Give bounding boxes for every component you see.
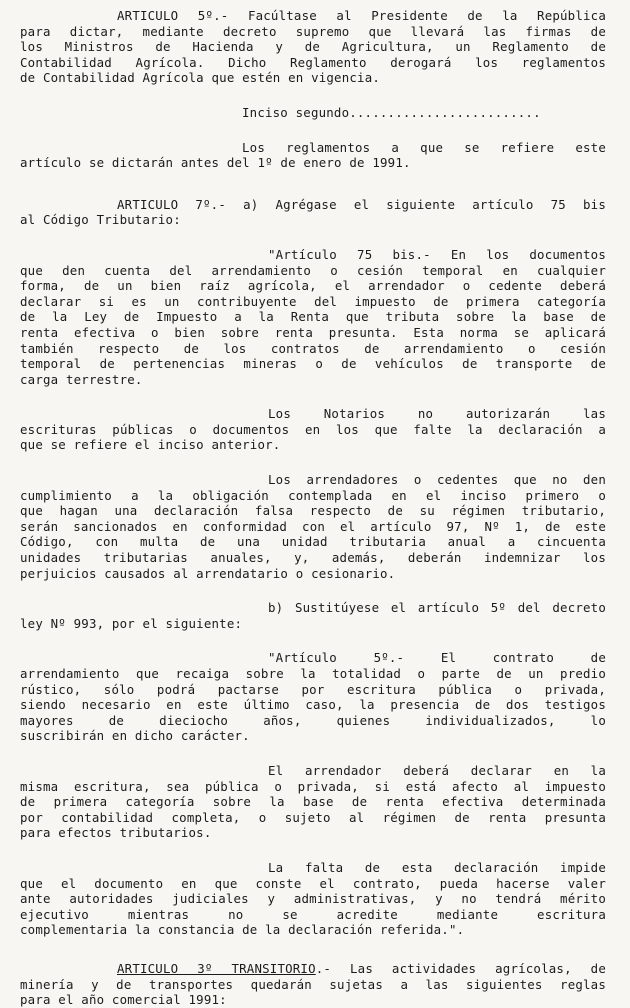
text-line: complementaria la constancia de la declaración referida.". xyxy=(20,922,465,938)
spacer xyxy=(20,631,606,650)
text-line: siendo necesario en este último caso, la presencia de dos testigos xyxy=(20,697,606,713)
text-line: que se refiere el inciso anterior. xyxy=(20,437,281,453)
spacer xyxy=(20,228,606,247)
text-line: perjuicios causados al arrendatario o cesionario. xyxy=(20,565,396,581)
article-3-transitory-text: .- Las actividades agrícolas, de xyxy=(315,960,606,976)
text-line: misma escritura, sea pública o privada, si está afecto al impuesto xyxy=(20,778,606,794)
decree-article-5-paragraph-2 xyxy=(20,763,606,841)
text-line: Contabilidad Agrícola. Dicho Reglamento derogará los reglamentos xyxy=(20,54,606,70)
spacer xyxy=(20,171,606,197)
text-line: ley Nº 993, por el siguiente: xyxy=(20,615,243,631)
article-3-transitory xyxy=(20,961,606,1008)
text-line: "Artículo 5º.- El contrato de xyxy=(268,650,606,666)
text-line: de Contabilidad Agrícola que estén en vigencia. xyxy=(20,70,381,86)
text-line: de primera categoría sobre la base de renta efectiva determinada xyxy=(20,794,606,810)
article-75-bis-paragraph-2 xyxy=(20,406,606,453)
spacer xyxy=(20,581,606,600)
text-line: mayores de dieciocho años, quienes individualizados, lo xyxy=(20,712,606,728)
text-line: que den cuenta del arrendamiento o cesión temporal en cualquier xyxy=(20,262,606,278)
text-line: forma, de un bien raíz agrícola, el arrendador o cedente deberá xyxy=(20,278,606,294)
text-line: para el año comercial 1991: xyxy=(20,992,227,1008)
text-line: Los Notarios no autorizarán las xyxy=(268,406,606,422)
spacer xyxy=(20,841,606,860)
text-line: ARTICULO 7º.- a) Agrégase el siguiente artículo 75 bis xyxy=(117,196,606,212)
text-line: declarar si es un contribuyente del impuesto de primera categoría xyxy=(20,293,606,309)
article-5-second-paragraph xyxy=(20,140,606,171)
text-line: La falta de esta declaración impide xyxy=(268,859,606,875)
text-line xyxy=(20,961,606,977)
text-line: "Artículo 75 bis.- En los documentos xyxy=(268,246,606,262)
spacer xyxy=(20,744,606,763)
text-line: El arrendador deberá declarar en la xyxy=(268,762,606,778)
text-line: Los arrendadores o cedentes que no den xyxy=(268,472,606,488)
spacer xyxy=(20,938,606,961)
text-line: artículo se dictarán antes del 1º de enero de 1991. xyxy=(20,155,411,171)
text-line: que hagan una declaración falsa respecto de su régimen tributario, xyxy=(20,503,606,519)
article-75-bis-paragraph-3 xyxy=(20,472,606,581)
inciso-segundo-line: Inciso segundo......................... xyxy=(242,104,541,120)
text-line: renta efectiva o bien sobre renta presunta. Esta norma se aplicará xyxy=(20,324,606,340)
text-line: ejecutivo mientras no se acredite mediante escritura xyxy=(20,906,606,922)
text-line: b) Sustitúyese el artículo 5º del decreto xyxy=(268,600,606,616)
text-line: minería y de transportes quedarán sujetas a las siguientes reglas xyxy=(20,976,606,992)
text-line: temporal de pertenencias mineras o de vehículos de transporte de xyxy=(20,356,606,372)
text-line: al Código Tributario: xyxy=(20,212,181,228)
spacer xyxy=(20,453,606,472)
document-page xyxy=(20,8,606,1008)
article-5-paragraph xyxy=(20,8,606,86)
text-line: Código, con multa de una unidad tributaria anual a cincuenta xyxy=(20,534,606,550)
text-line: carga terrestre. xyxy=(20,371,143,387)
text-line: de la Ley de Impuesto a la Renta que tributa sobre la base de xyxy=(20,309,606,325)
text-line: ante autoridades judiciales y administrativas, y no tendrá mérito xyxy=(20,891,606,907)
spacer xyxy=(20,121,606,140)
article-7-intro xyxy=(20,197,606,228)
spacer xyxy=(20,387,606,406)
text-line: serán sancionados en conformidad con el artículo 97, Nº 1, de este xyxy=(20,518,606,534)
decree-article-5-paragraph-3 xyxy=(20,860,606,938)
text-line: cumplimiento a la obligación contemplada en el inciso primero o xyxy=(20,487,606,503)
text-line: unidades tributarias anuales, y, además, deberán indemnizar los xyxy=(20,550,606,566)
article-3-transitory-heading: ARTICULO 3º TRANSITORIO xyxy=(117,960,316,976)
article-75-bis-paragraph-1 xyxy=(20,247,606,387)
text-line: Los reglamentos a que se refiere este xyxy=(242,139,606,155)
text-line: ARTICULO 5º.- Facúltase al Presidente de la República xyxy=(117,8,606,23)
spacer xyxy=(20,86,606,105)
decree-article-5-paragraph-1 xyxy=(20,650,606,744)
text-line: para efectos tributarios. xyxy=(20,825,212,841)
text-line: que el documento en que conste el contrato, pueda hacerse valer xyxy=(20,875,606,891)
text-line: también respecto de los contratos de arrendamiento o cesión xyxy=(20,340,606,356)
text-line: para dictar, mediante decreto supremo que llevará las firmas de xyxy=(20,23,606,39)
text-line: por contabilidad completa, o sujeto al régimen de renta presunta xyxy=(20,809,606,825)
text-line: rústico, sólo podrá pactarse por escritura pública o privada, xyxy=(20,681,606,697)
text-line: escrituras públicas o documentos en los que falte la declaración a xyxy=(20,421,606,437)
text-line: suscribirán en dicho carácter. xyxy=(20,728,250,744)
article-7-b-intro xyxy=(20,600,606,631)
text-line: arrendamiento que recaiga sobre la totalidad o parte de un predio xyxy=(20,666,606,681)
text-line: los Ministros de Hacienda y de Agricultura, un Reglamento de xyxy=(20,39,606,55)
